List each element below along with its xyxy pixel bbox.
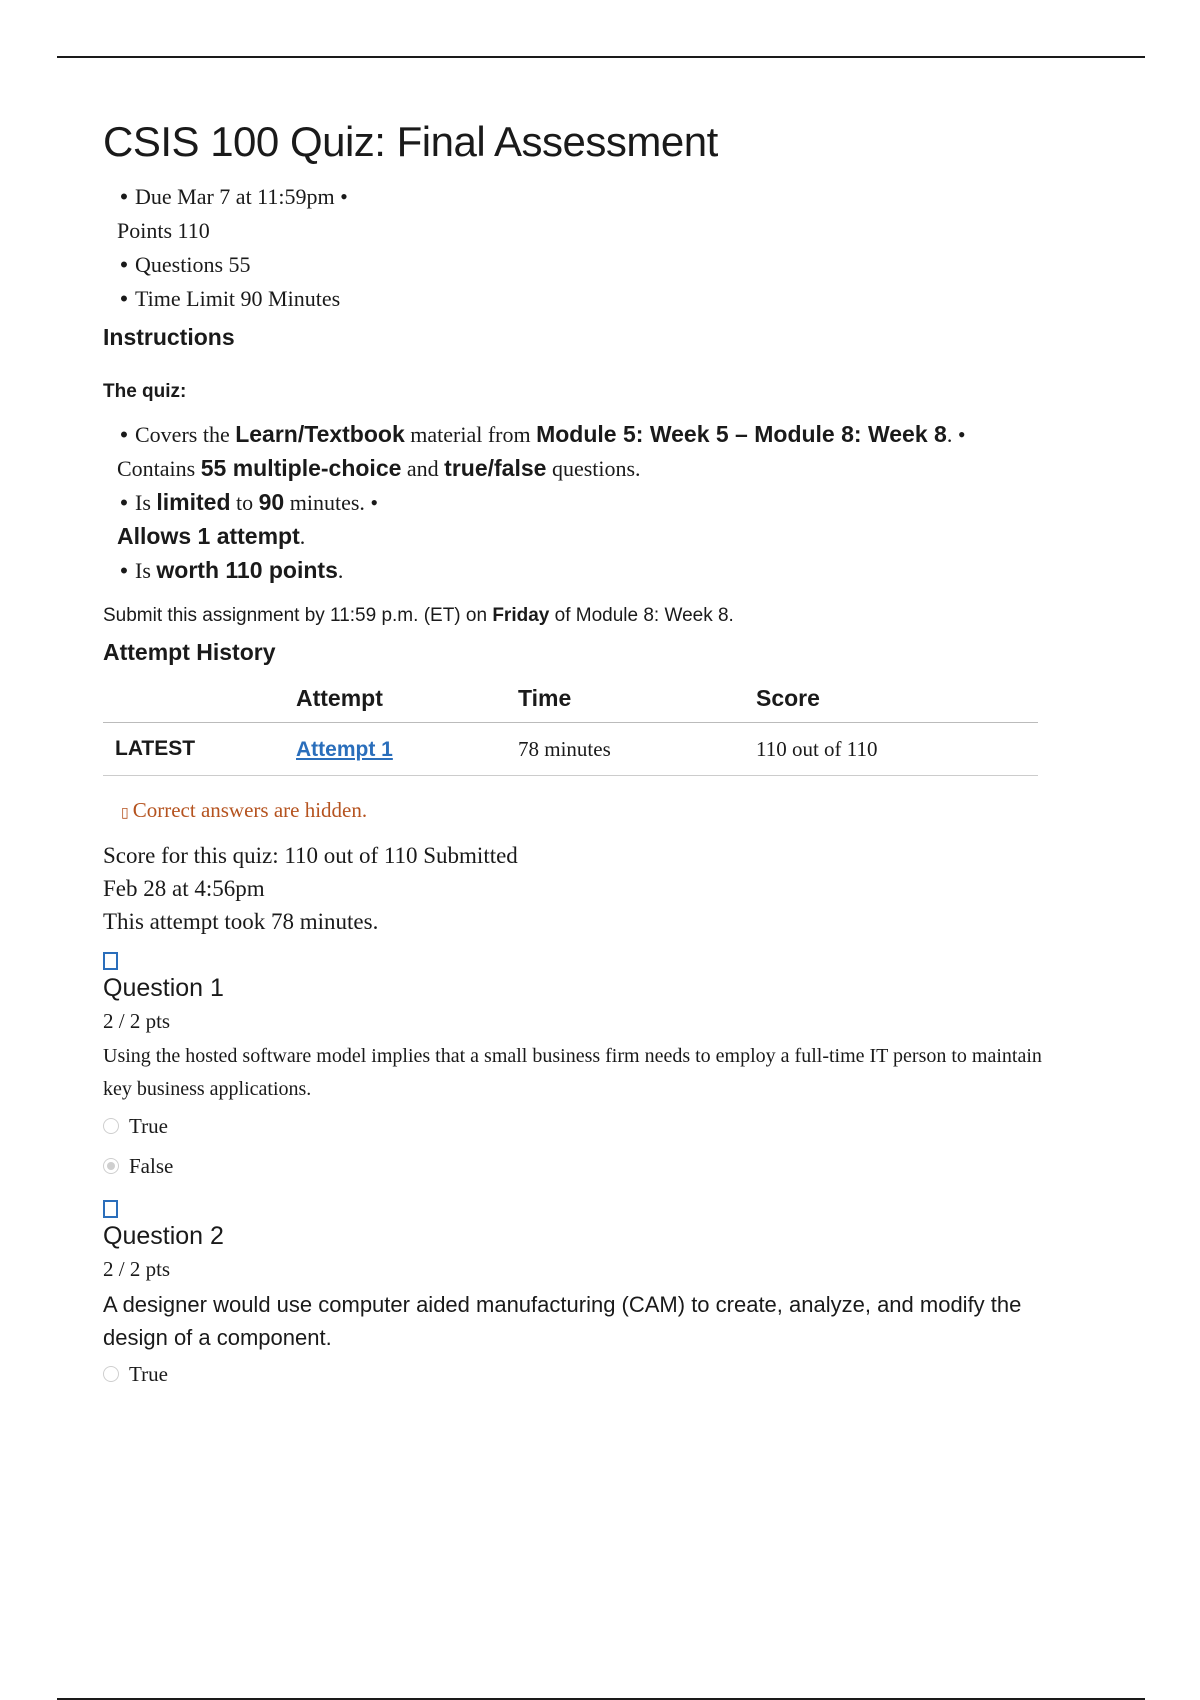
attempt-history-heading: Attempt History <box>103 639 276 665</box>
instruction-limited: • Is limited to 90 minutes. • <box>103 485 1063 519</box>
info-square-icon: ▯ <box>121 804 129 820</box>
quiz-page <box>103 118 1063 1394</box>
attempt-history-table <box>103 674 1038 776</box>
radio-button-icon[interactable] <box>103 1118 119 1134</box>
bullet-icon: • <box>120 184 128 209</box>
attempt-duration: This attempt took 78 minutes. <box>103 909 379 934</box>
instruction-contains: Contains 55 multiple-choice and true/false questions. <box>117 455 641 481</box>
question-text: Using the hosted software model implies that a small business firm needs to employ a full-time IT person to maintain key business applications. <box>103 1045 1042 1100</box>
radio-button-icon[interactable] <box>103 1366 119 1382</box>
meta-points: Points 110 <box>117 218 210 243</box>
bullet-icon: • <box>120 422 128 447</box>
meta-time-limit: • Time Limit 90 Minutes <box>103 282 1063 316</box>
question-flag-icon[interactable] <box>103 952 118 970</box>
column-header: Time <box>517 674 755 723</box>
table-row <box>103 723 1038 776</box>
instruction-attempts: Allows 1 attempt. <box>117 523 306 549</box>
page-title: CSIS 100 Quiz: Final Assessment <box>103 118 718 165</box>
answer-option-true[interactable]: True <box>103 1106 1063 1146</box>
question-title: Question 1 <box>103 974 224 1002</box>
bullet-icon: • <box>120 252 128 277</box>
column-header: Attempt <box>295 674 517 723</box>
submitted-date: Feb 28 at 4:56pm <box>103 876 265 901</box>
attempt-link[interactable]: Attempt 1 <box>296 737 393 761</box>
latest-label: LATEST <box>103 723 295 776</box>
question-text: A designer would use computer aided manufacturing (CAM) to create, analyze, and modify the design of a component. <box>103 1292 1022 1350</box>
question-title: Question 2 <box>103 1222 224 1250</box>
attempt-time: 78 minutes <box>517 723 755 776</box>
column-header: Score <box>755 674 1038 723</box>
question-1 <box>103 952 1063 1186</box>
bullet-icon: • <box>120 286 128 311</box>
score-summary: Score for this quiz: 110 out of 110 Submitted <box>103 843 518 868</box>
meta-questions: • Questions 55 <box>103 248 1063 282</box>
top-rule <box>57 56 1145 58</box>
quiz-result <box>103 839 1063 938</box>
answer-option-true[interactable]: True <box>103 1354 1063 1394</box>
question-points: 2 / 2 pts <box>103 1009 171 1033</box>
radio-button-selected-icon[interactable] <box>103 1158 119 1174</box>
question-flag-icon[interactable] <box>103 1200 118 1218</box>
answer-option-false[interactable]: False <box>103 1146 1063 1186</box>
instructions-lead: The quiz: <box>103 381 187 402</box>
meta-due: • Due Mar 7 at 11:59pm • <box>103 180 1063 214</box>
attempt-score: 110 out of 110 <box>755 723 1038 776</box>
bullet-icon: • <box>120 490 128 515</box>
table-header-row <box>103 674 1038 723</box>
quiz-meta <box>103 180 1063 316</box>
column-header <box>103 674 295 723</box>
instructions-list <box>103 417 1063 587</box>
instructions-heading: Instructions <box>103 324 235 350</box>
question-points: 2 / 2 pts <box>103 1257 171 1281</box>
bullet-icon: • <box>120 558 128 583</box>
submit-deadline: Submit this assignment by 11:59 p.m. (ET) on Friday of Module 8: Week 8. <box>103 605 734 626</box>
instruction-covers: • Covers the Learn/Textbook material from Module 5: Week 5 – Module 8: Week 8. • <box>103 417 1063 451</box>
instruction-worth: • Is worth 110 points. <box>103 553 1063 587</box>
question-2 <box>103 1200 1063 1394</box>
correct-answers-hidden-notice: ▯ Correct answers are hidden. <box>121 798 368 822</box>
